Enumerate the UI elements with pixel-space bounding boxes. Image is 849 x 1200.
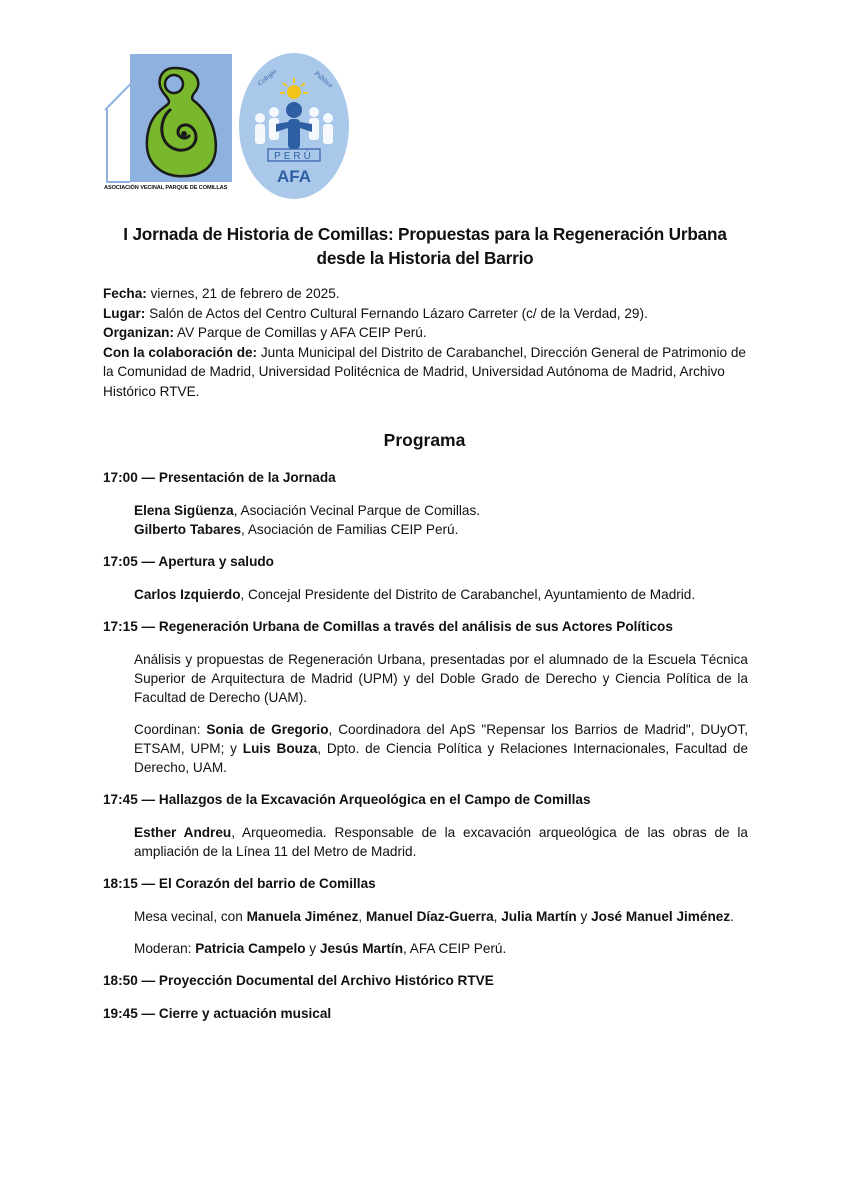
event-info xyxy=(103,284,748,402)
speaker-affiliation: , Coordinadora del ApS "Repensar los Barrios de Madrid", DUyOT, ETSAM, UPM; y xyxy=(134,722,749,756)
speaker-name: Julia Martín xyxy=(501,909,577,924)
program-item-body xyxy=(103,823,748,861)
speaker-line xyxy=(134,823,748,861)
fecha-value: viernes, 21 de febrero de 2025. xyxy=(146,286,340,301)
program-item-heading: 17:00 — Presentación de la Jornada xyxy=(103,470,336,485)
logos-header xyxy=(104,52,364,202)
speaker-line xyxy=(134,520,748,539)
moderators-line xyxy=(134,939,748,958)
program-item xyxy=(103,790,748,861)
speaker-name: Jesús Martín xyxy=(319,941,403,956)
av-logo-caption: ASOCIACIÓN VECINAL PARQUE DE COMILLAS xyxy=(104,185,228,191)
speaker-name: Esther Andreu xyxy=(134,825,232,840)
colab-label: Con la colaboración de: xyxy=(103,344,258,360)
program-item-body xyxy=(103,585,748,604)
program-item-heading: 17:05 — Apertura y saludo xyxy=(103,554,274,569)
speaker-name: Elena Sigüenza xyxy=(134,503,234,518)
speaker-line xyxy=(134,501,748,520)
program-item-heading: 17:15 — Regeneración Urbana de Comillas a través del análisis de sus Actores Políticos xyxy=(103,619,673,634)
panel-line xyxy=(134,907,748,926)
speaker-name: Sonia de Gregorio xyxy=(206,722,329,737)
coord-prefix: Coordinan: xyxy=(134,722,207,737)
lugar-value: Salón de Actos del Centro Cultural Fernando Lázaro Carreter (c/ de la Verdad, 29). xyxy=(145,305,648,321)
speaker-name: Luis Bouza xyxy=(242,741,318,756)
afa-label-text: AFA xyxy=(277,167,311,186)
program-item-heading: 17:45 — Hallazgos de la Excavación Arqueológica en el Campo de Comillas xyxy=(103,792,591,807)
moderators-prefix: Moderan: xyxy=(134,941,196,956)
speaker-affiliation: , Asociación de Familias CEIP Perú. xyxy=(241,522,459,537)
av-parque-comillas-logo xyxy=(104,52,232,197)
afa-arc-left-text: Colegio xyxy=(256,67,279,88)
info-organizan xyxy=(103,323,748,343)
house-mother-child-icon xyxy=(104,52,232,184)
fecha-label: Fecha: xyxy=(103,286,147,301)
program-item xyxy=(103,1004,748,1023)
coordinators-line xyxy=(134,720,748,777)
session-description: Análisis y propuestas de Regeneración Urbana, presentadas por el alumnado de la Escuela Técnica Superior de Arquitectura de Madrid (UPM) y del Doble Grado de Derecho y Ciencia Política de la Facultad de Derecho (UAM). xyxy=(134,652,748,705)
event-title-line1: I Jornada de Historia de Comillas: Propuestas para la Regeneración Urbana xyxy=(123,224,727,244)
speaker-name: José Manuel Jiménez xyxy=(591,909,731,924)
separator: y xyxy=(576,909,592,924)
afa-arc-right-text: Público xyxy=(312,69,335,90)
program-item-heading: 19:45 — Cierre y actuación musical xyxy=(103,1006,332,1021)
info-fecha xyxy=(103,284,748,304)
info-colaboracion xyxy=(103,343,748,402)
program-item xyxy=(103,617,748,777)
speaker-name: Manuela Jiménez xyxy=(246,909,359,924)
program-item-body xyxy=(103,501,748,539)
event-title xyxy=(70,222,780,270)
program-item xyxy=(103,552,748,604)
speaker-affiliation: , Asociación Vecinal Parque de Comillas. xyxy=(233,503,481,518)
separator: , xyxy=(493,909,502,924)
speaker-affiliation: , AFA CEIP Perú. xyxy=(403,941,507,956)
program-item-body xyxy=(103,650,748,777)
program-item xyxy=(103,468,748,539)
lugar-label: Lugar: xyxy=(103,305,146,321)
speaker-name: Manuel Díaz-Guerra xyxy=(365,909,494,924)
speaker-name: Gilberto Tabares xyxy=(134,522,242,537)
program-list xyxy=(103,468,748,1033)
program-item-heading: 18:50 — Proyección Documental del Archivo Histórico RTVE xyxy=(103,973,494,988)
program-item xyxy=(103,971,748,990)
speaker-affiliation: , Concejal Presidente del Distrito de Carabanchel, Ayuntamiento de Madrid. xyxy=(240,587,696,602)
separator: , xyxy=(358,909,366,924)
separator: y xyxy=(305,941,320,956)
organizan-label: Organizan: xyxy=(103,325,174,341)
program-heading: Programa xyxy=(383,430,466,450)
program-item-heading: 18:15 — El Corazón del barrio de Comillas xyxy=(103,876,376,891)
separator: . xyxy=(730,909,734,924)
speaker-affiliation: , Dpto. de Ciencia Política y Relaciones Internacionales, Facultad de Derecho, UAM. xyxy=(134,741,748,775)
speaker-line xyxy=(134,585,748,604)
afa-ceip-peru-logo xyxy=(238,52,350,200)
speaker-affiliation: , Arqueomedia. Responsable de la excavación arqueológica de las obras de la ampliación de la Línea 11 del Metro de Madrid. xyxy=(134,825,748,859)
afa-peru-text: PERÚ xyxy=(274,151,314,162)
info-lugar xyxy=(103,304,748,324)
organizan-value: AV Parque de Comillas y AFA CEIP Perú. xyxy=(174,325,427,341)
program-item-body xyxy=(103,907,748,958)
program-item xyxy=(103,874,748,958)
speaker-name: Carlos Izquierdo xyxy=(134,587,241,602)
panel-prefix: Mesa vecinal, con xyxy=(134,909,247,924)
speaker-name: Patricia Campelo xyxy=(195,941,306,956)
event-title-line2: desde la Historia del Barrio xyxy=(316,248,534,268)
afa-oval-emblem-icon xyxy=(238,52,350,200)
colab-value: Junta Municipal del Distrito de Carabanchel, Dirección General de Patrimonio de la Comunidad de Madrid, Universidad Politécnica de Madrid, Universidad Autónoma de Madrid, Archivo Histórico RTVE. xyxy=(103,344,746,399)
